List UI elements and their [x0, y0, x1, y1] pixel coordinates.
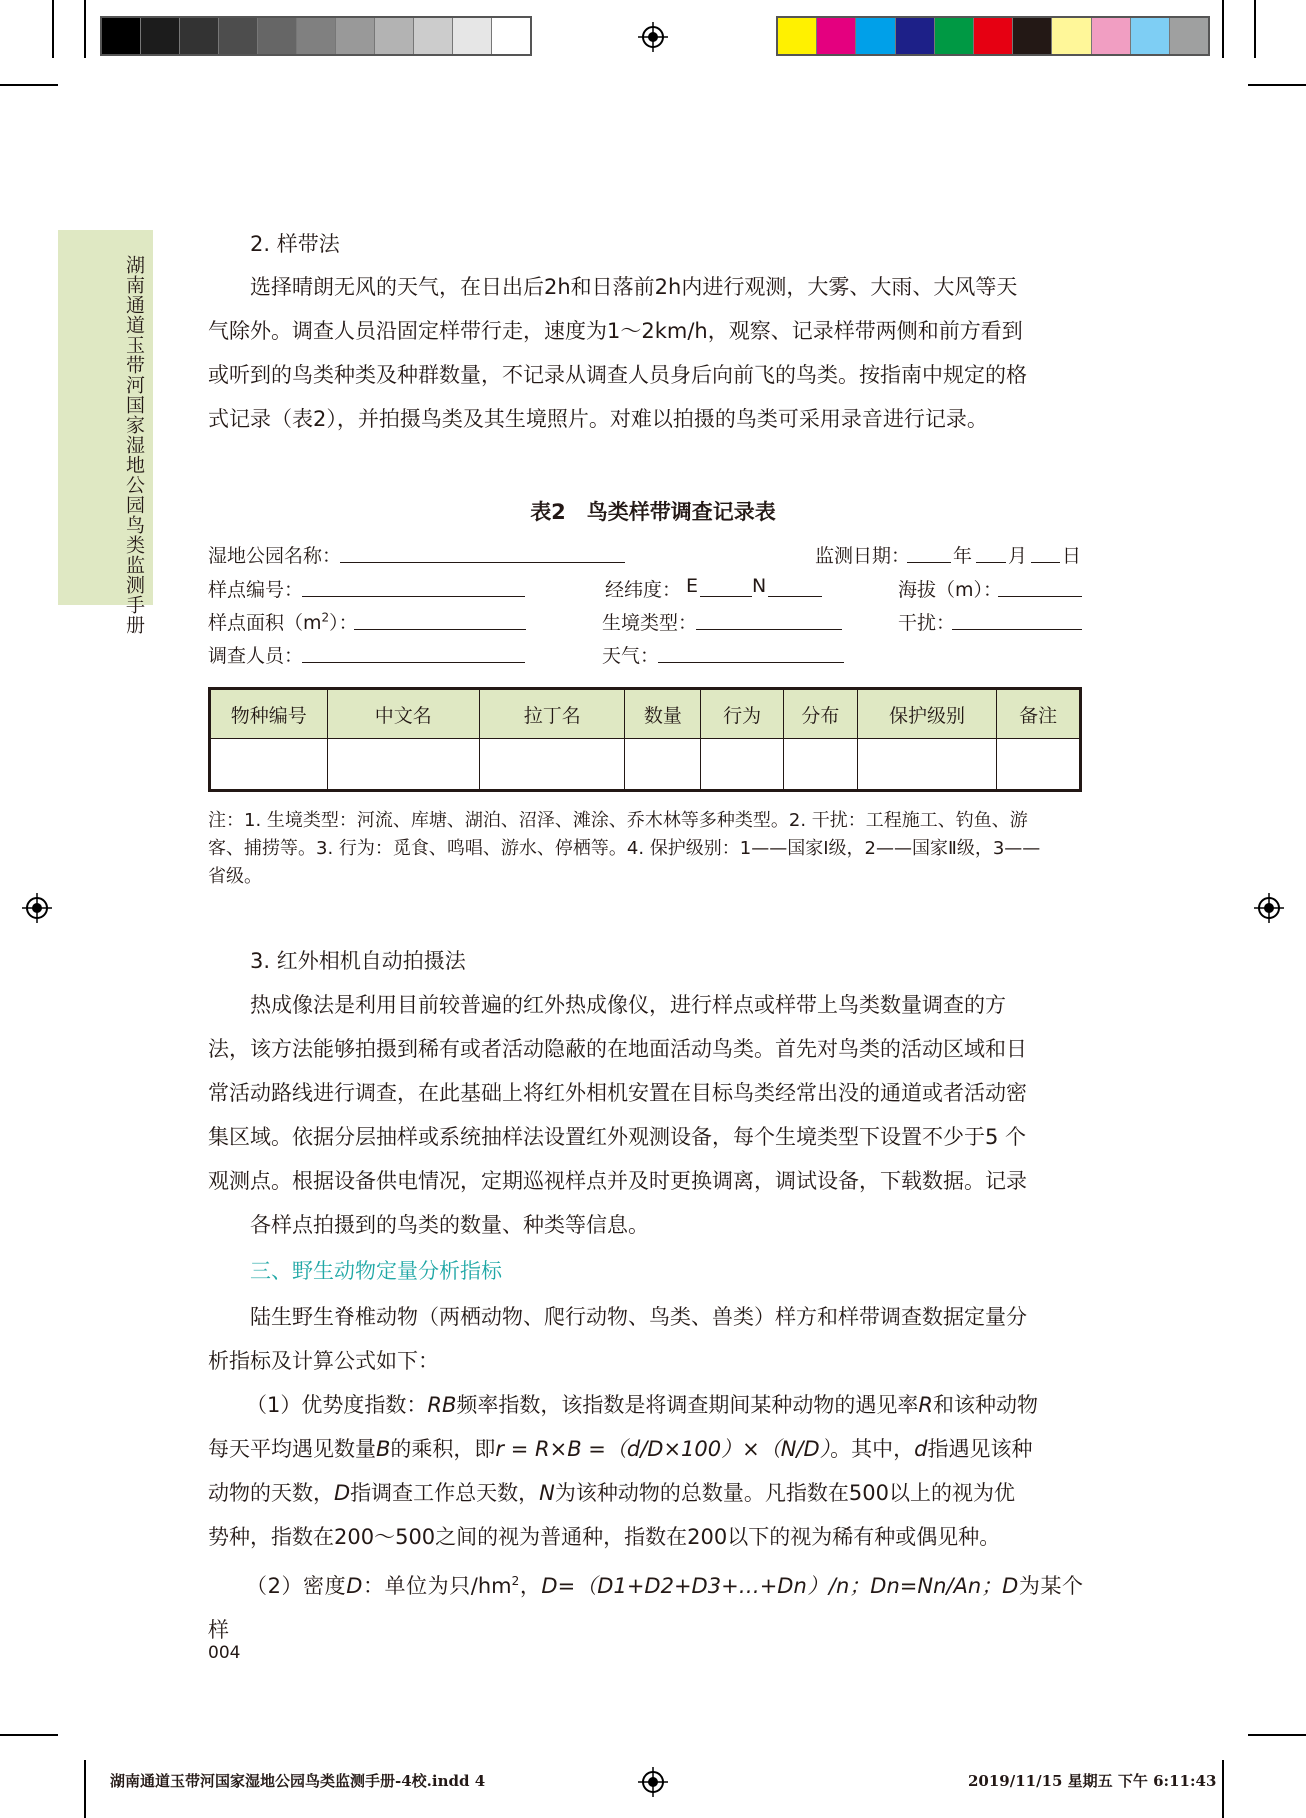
- disturb-line: [952, 629, 1082, 630]
- table-notes: [208, 807, 1083, 891]
- color-swatch: [180, 18, 219, 54]
- column-header: 保护级别: [857, 689, 996, 739]
- color-swatch: [102, 18, 141, 54]
- table-cell: [327, 739, 479, 791]
- month-label: 月: [1008, 545, 1028, 567]
- paragraph-line: 常活动路线进行调查，在此基础上将红外相机安置在目标鸟类经常出没的通道或者活动密: [208, 1081, 1027, 1105]
- column-header: 拉丁名: [480, 689, 625, 739]
- color-swatch: [856, 18, 895, 54]
- gray-color-strip: [100, 16, 532, 56]
- paragraph-line: 析指标及计算公式如下：: [208, 1349, 439, 1373]
- registration-mark-icon: [1254, 893, 1284, 923]
- column-header: 分布: [783, 689, 857, 739]
- column-header: 中文名: [327, 689, 479, 739]
- crop-mark-br-v: [1222, 1760, 1224, 1818]
- color-swatch: [896, 18, 935, 54]
- table-cell: [857, 739, 996, 791]
- registration-mark-icon: [638, 1767, 668, 1797]
- table-cell: [997, 739, 1081, 791]
- park-name-line: [340, 562, 625, 563]
- registration-mark-icon: [22, 893, 52, 923]
- area-label: 样点面积$(m^2)$：: [208, 610, 358, 634]
- paragraph-line: 观测点。根据设备供电情况，定期巡视样点并及时更换调离，调试设备，下载数据。记录: [208, 1169, 1027, 1193]
- color-swatch: [219, 18, 258, 54]
- color-swatch: [1013, 18, 1052, 54]
- day-label: 日: [1062, 545, 1082, 567]
- table-cell: [625, 739, 701, 791]
- color-swatch: [336, 18, 375, 54]
- table-header-row: [210, 689, 1081, 739]
- section-2-heading: 2. 样带法: [250, 232, 340, 256]
- color-swatch: [453, 18, 492, 54]
- paragraph-line: （1）优势度指数：RB频率指数，该指数是将调查期间某种动物的遇见率R和该种动物: [246, 1393, 1038, 1417]
- sidebar-title: 湖南通道玉带河国家湿地公园鸟类监测手册: [123, 255, 145, 635]
- page-number: 004: [208, 1643, 241, 1663]
- altitude-line: [998, 596, 1082, 597]
- column-header: 备注: [997, 689, 1081, 739]
- crop-mark-tl-v2: [84, 0, 86, 58]
- paragraph-line: 热成像法是利用目前较普遍的红外热成像仪，进行样点或样带上鸟类数量调查的方: [250, 993, 1006, 1017]
- year-label: 年: [953, 545, 973, 567]
- color-swatch: [935, 18, 974, 54]
- table-cell: [210, 739, 328, 791]
- registration-mark-icon: [638, 22, 668, 52]
- north-line: [768, 596, 822, 597]
- habitat-line: [696, 629, 842, 630]
- color-swatch: [492, 18, 530, 54]
- paragraph-line: 陆生野生脊椎动物（两栖动物、爬行动物、鸟类、兽类）样方和样带调查数据定量分: [250, 1305, 1027, 1329]
- date-label: 监测日期：: [815, 545, 911, 567]
- surveyor-line: [302, 662, 525, 663]
- note-line: 省级。: [208, 866, 262, 887]
- habitat-label: 生境类型：: [602, 612, 698, 634]
- east-line: [700, 596, 752, 597]
- paragraph-line: 势种，指数在200～500之间的视为普通种，指数在200以下的视为稀有种或偶见种。: [208, 1525, 1001, 1549]
- disturb-label: 干扰：: [898, 612, 956, 634]
- point-no-line: [302, 596, 525, 597]
- paragraph-line: 式记录（表2），并拍摄鸟类及其生境照片。对难以拍摄的鸟类可采用录音进行记录。: [208, 407, 988, 431]
- surveyor-label: 调查人员：: [208, 645, 304, 667]
- table-row: [210, 739, 1081, 791]
- color-swatch: [1170, 18, 1208, 54]
- day-line: [1031, 562, 1060, 563]
- section-2-body: [208, 265, 1083, 441]
- point-no-label: 样点编号：: [208, 579, 304, 601]
- table-caption: 表2 鸟类样带调查记录表: [530, 500, 776, 524]
- color-swatch: [1052, 18, 1091, 54]
- note-line: 客、捕捞等。3. 行为：觅食、鸣唱、游水、停栖等。4. 保护级别：1——国家Ⅰ级，2——国家Ⅱ级，3——: [208, 838, 1041, 859]
- table-cell: [480, 739, 625, 791]
- color-swatch: [375, 18, 414, 54]
- paragraph-line: 动物的天数，D指调查工作总天数，N为该种动物的总数量。凡指数在500以上的视为优: [208, 1481, 1015, 1505]
- section-three-body: [208, 1295, 1083, 1383]
- lonlat-label: 经纬度：: [605, 579, 682, 601]
- altitude-label: 海拔（m）：: [898, 579, 1003, 601]
- footer-timestamp: 2019/11/15 星期五 下午 6:11:43: [968, 1772, 1217, 1790]
- crop-mark-tr-v2: [1254, 0, 1256, 58]
- table-cell: [701, 739, 784, 791]
- year-line: [907, 562, 951, 563]
- section-3-body: [208, 983, 1083, 1247]
- paragraph-line: 法，该方法能够拍摄到稀有或者活动隐蔽的在地面活动鸟类。首先对鸟类的活动区域和日: [208, 1037, 1027, 1061]
- crop-mark-br-h: [1248, 1734, 1306, 1736]
- cmyk-color-strip: [776, 16, 1210, 56]
- weather-label: 天气：: [602, 645, 660, 667]
- column-header: 物种编号: [210, 689, 328, 739]
- crop-mark-tl-v: [52, 0, 54, 58]
- area-line: [354, 629, 526, 630]
- section-3-heading: 3. 红外相机自动拍摄法: [250, 949, 466, 973]
- section-three-heading: 三、野生动物定量分析指标: [250, 1259, 502, 1283]
- index-1-body: [208, 1383, 1083, 1652]
- weather-line: [658, 662, 844, 663]
- color-swatch: [974, 18, 1013, 54]
- paragraph-line: 或听到的鸟类种类及种群数量，不记录从调查人员身后向前飞的鸟类。按指南中规定的格: [208, 363, 1027, 387]
- paragraph-line: 各样点拍摄到的鸟类的数量、种类等信息。: [250, 1213, 649, 1237]
- crop-mark-bl-v: [84, 1760, 86, 1818]
- paragraph-line: 气除外。调查人员沿固定样带行走，速度为1～2km/h，观察、记录样带两侧和前方看到: [208, 319, 1023, 343]
- paragraph-line: （2）密度D：单位为只$/hm^2$，D=（D1+D2+D3+…+Dn）/n；Dn=Nn/An；D为某个样: [208, 1574, 1084, 1642]
- column-header: 行为: [701, 689, 784, 739]
- color-swatch: [1131, 18, 1170, 54]
- color-swatch: [778, 18, 817, 54]
- footer-file-name: 湖南通道玉带河国家湿地公园鸟类监测手册-4校.indd 4: [110, 1772, 486, 1790]
- month-line: [976, 562, 1006, 563]
- color-swatch: [817, 18, 856, 54]
- color-swatch: [1092, 18, 1131, 54]
- note-line: 注：1. 生境类型：河流、库塘、湖泊、沼泽、滩涂、乔木林等多种类型。2. 干扰：工程施工、钓鱼、游: [208, 810, 1028, 831]
- color-swatch: [258, 18, 297, 54]
- paragraph-line: 选择晴朗无风的天气，在日出后2h和日落前2h内进行观测，大雾、大雨、大风等天: [250, 275, 1018, 299]
- crop-mark-tr-h: [1248, 84, 1306, 86]
- color-swatch: [297, 18, 336, 54]
- north-label: N: [752, 575, 767, 597]
- crop-mark-tr-v: [1222, 0, 1224, 58]
- paragraph-line: 集区域。依据分层抽样或系统抽样法设置红外观测设备，每个生境类型下设置不少于5 个: [208, 1125, 1027, 1149]
- record-table: [208, 687, 1082, 792]
- color-swatch: [414, 18, 453, 54]
- paragraph-line: 每天平均遇见数量B的乘积，即r = R×B =（d/D×100）×（N/D）。其中，d指遇见该种: [208, 1437, 1033, 1461]
- east-label: E: [686, 575, 699, 597]
- color-swatch: [141, 18, 180, 54]
- park-name-label: 湿地公园名称：: [208, 545, 342, 567]
- table-cell: [783, 739, 857, 791]
- crop-mark-bl-h: [0, 1734, 58, 1736]
- crop-mark-tl-h: [0, 84, 58, 86]
- column-header: 数量: [625, 689, 701, 739]
